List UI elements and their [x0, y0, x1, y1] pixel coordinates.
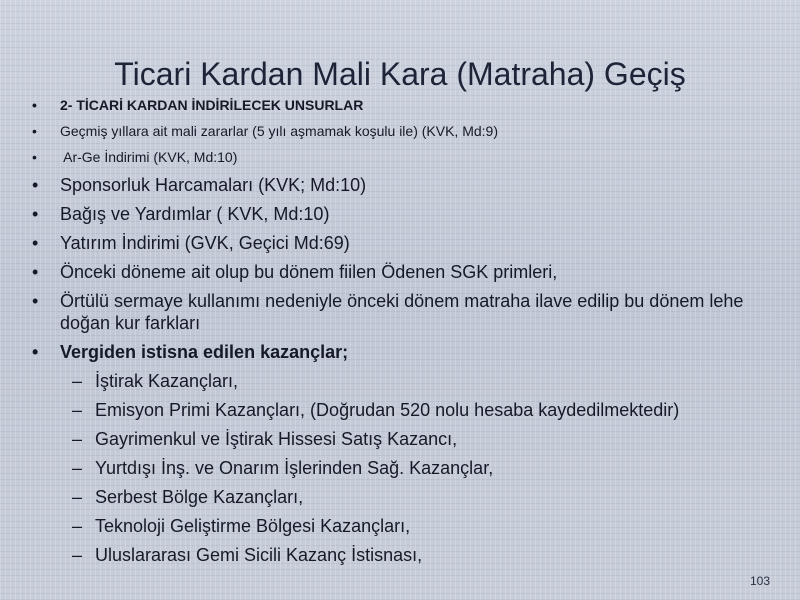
list-item: • Örtülü sermaye kullanımı nedeniyle önceki dönem matraha ilave edilip bu dönem lehe doğan kur farkları — [30, 290, 790, 334]
list-item: • Geçmiş yıllara ait mali zararlar (5 yılı aşmamak koşulu ile) (KVK, Md:9) — [30, 122, 790, 140]
sub-list-item: – Uluslararası Gemi Sicili Kazanç İstisnası, — [30, 544, 790, 566]
sub-list-item: – Serbest Bölge Kazançları, — [30, 486, 790, 508]
list-item: • Yatırım İndirimi (GVK, Geçici Md:69) — [30, 232, 790, 254]
list-item: • Önceki döneme ait olup bu dönem fiilen Ödenen SGK primleri, — [30, 261, 790, 283]
list-item: • Vergiden istisna edilen kazançlar; — [30, 341, 790, 363]
slide-title: Ticari Kardan Mali Kara (Matraha) Geçiş — [114, 56, 686, 92]
bullet-list — [30, 96, 790, 573]
list-item: • 2- TİCARİ KARDAN İNDİRİLECEK UNSURLAR — [30, 96, 790, 114]
sub-list-item: – Gayrimenkul ve İştirak Hissesi Satış Kazancı, — [30, 428, 790, 450]
sub-list-item: – Yurtdışı İnş. ve Onarım İşlerinden Sağ. Kazançlar, — [30, 457, 790, 479]
sub-list-item: – Teknoloji Geliştirme Bölgesi Kazançları, — [30, 515, 790, 537]
page-number: 103 — [749, 574, 770, 588]
list-item: • Ar-Ge İndirimi (KVK, Md:10) — [30, 148, 790, 166]
sub-list-item: – İştirak Kazançları, — [30, 370, 790, 392]
list-item: • Sponsorluk Harcamaları (KVK; Md:10) — [30, 174, 790, 196]
sub-list-item: – Emisyon Primi Kazançları, (Doğrudan 520 nolu hesaba kaydedilmektedir) — [30, 399, 790, 421]
list-item: • Bağış ve Yardımlar ( KVK, Md:10) — [30, 203, 790, 225]
